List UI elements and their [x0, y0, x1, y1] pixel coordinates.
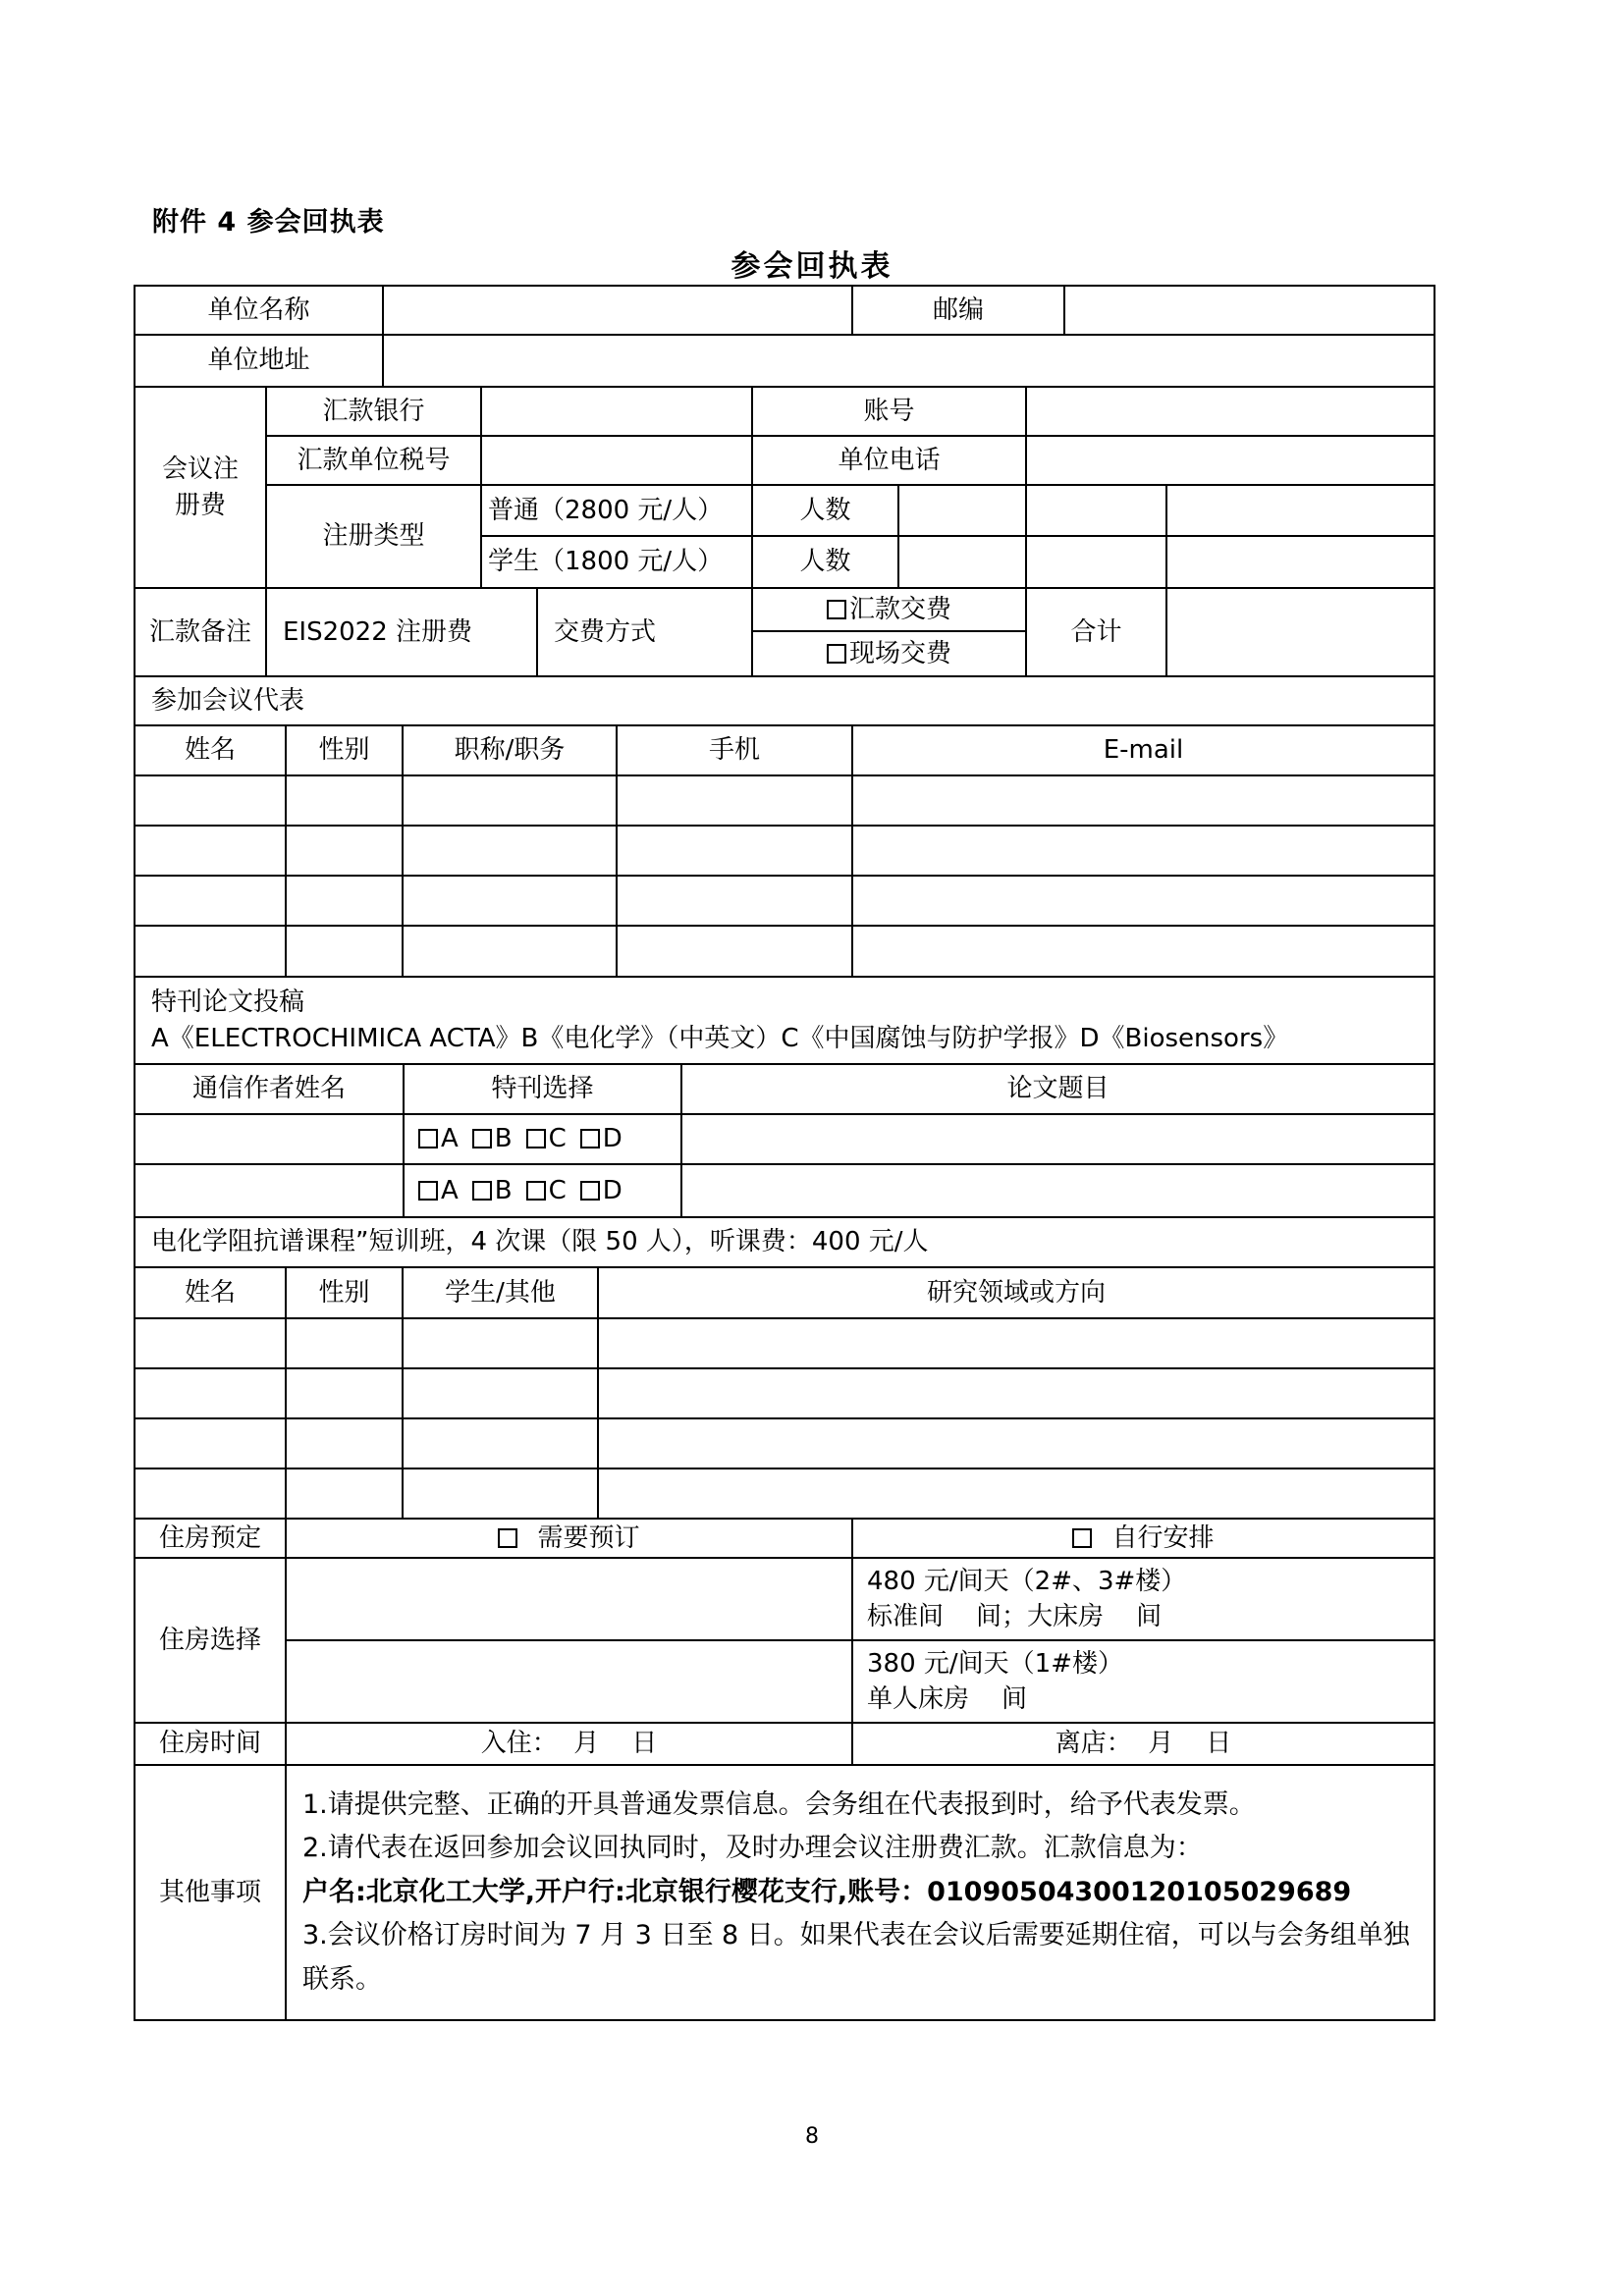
student-count-field[interactable] [897, 535, 1027, 589]
option-a[interactable]: A [418, 1173, 459, 1208]
housing-price2: 380 元/间天（1#楼） [867, 1648, 1123, 1679]
delegates-col-mobile: 手机 [616, 724, 853, 776]
option-d[interactable]: D [580, 1173, 623, 1208]
course-name-field[interactable] [134, 1417, 287, 1469]
checkbox-icon[interactable] [827, 644, 846, 664]
special-col-author: 通信作者姓名 [134, 1063, 405, 1115]
option-b[interactable]: B [472, 1121, 513, 1156]
author-name-field[interactable] [134, 1113, 405, 1165]
total-label: 合计 [1025, 587, 1167, 677]
checkbox-icon[interactable] [418, 1129, 438, 1148]
delegate-title-field[interactable] [402, 925, 618, 978]
option-c[interactable]: C [526, 1173, 567, 1208]
housing-option1-field[interactable] [285, 1557, 853, 1641]
delegate-name-field[interactable] [134, 875, 287, 927]
housing-option2-info [851, 1639, 1435, 1724]
regular-fee-label: 普通（2800 元/人） [480, 484, 753, 537]
special-issue-label: 特刊论文投稿 [151, 988, 305, 1018]
delegate-title-field[interactable] [402, 774, 618, 827]
housing-price1: 480 元/间天（2#、3#楼） [867, 1566, 1187, 1596]
housing-price2-rooms: 单人床房 间 [867, 1684, 1028, 1714]
checkbox-icon[interactable] [1072, 1528, 1092, 1548]
course-status-field[interactable] [402, 1417, 599, 1469]
issue-choice-group [403, 1163, 682, 1218]
delegates-col-email: E-mail [851, 724, 1435, 776]
housing-option1-info [851, 1557, 1435, 1641]
delegate-title-field[interactable] [402, 825, 618, 877]
remit-bank-field[interactable] [480, 386, 753, 437]
checkbox-icon[interactable] [526, 1129, 546, 1148]
checkbox-icon[interactable] [472, 1181, 492, 1201]
course-status-field[interactable] [402, 1317, 599, 1369]
delegate-name-field[interactable] [134, 774, 287, 827]
other-notes-content [285, 1764, 1435, 2021]
note-line-1: 1.请提供完整、正确的开具普通发票信息。会务组在代表报到时，给予代表发票。 [302, 1789, 1256, 1820]
delegates-col-name: 姓名 [134, 724, 287, 776]
course-gender-field[interactable] [285, 1367, 404, 1419]
unit-phone-label: 单位电话 [751, 435, 1027, 486]
issue-choice-group [403, 1113, 682, 1165]
paper-title-field[interactable] [680, 1113, 1435, 1165]
checkbox-icon[interactable] [418, 1181, 438, 1201]
delegate-mobile-field[interactable] [616, 925, 853, 978]
paper-title-field[interactable] [680, 1163, 1435, 1218]
checkbox-icon[interactable] [580, 1181, 600, 1201]
course-research-field[interactable] [597, 1317, 1435, 1369]
course-gender-field[interactable] [285, 1417, 404, 1469]
student-count-label: 人数 [751, 535, 899, 589]
delegate-gender-field[interactable] [285, 774, 404, 827]
course-status-field[interactable] [402, 1468, 599, 1520]
note-bank-info: 户名:北京化工大学,开户行:北京银行樱花支行,账号：01090504300120105029689 [302, 1876, 1352, 1907]
unit-address-label: 单位地址 [134, 334, 384, 388]
page-number: 8 [805, 2124, 819, 2149]
delegate-email-field[interactable] [851, 925, 1435, 978]
regular-count-field[interactable] [897, 484, 1027, 537]
course-col-field: 研究领域或方向 [597, 1266, 1435, 1319]
annex-title: 附件 4 参会回执表 [152, 207, 385, 238]
course-section-label: 电化学阻抗谱课程”短训班，4 次课（限 50 人），听课费：400 元/人 [134, 1216, 1435, 1268]
postcode-field[interactable] [1063, 285, 1435, 336]
course-name-field[interactable] [134, 1468, 287, 1520]
delegate-mobile-field[interactable] [616, 825, 853, 877]
checkin-date-field[interactable]: 入住： 月 日 [285, 1722, 853, 1766]
checkbox-icon[interactable] [472, 1129, 492, 1148]
unit-phone-field[interactable] [1025, 435, 1435, 486]
delegate-mobile-field[interactable] [616, 774, 853, 827]
form-title: 参会回执表 [731, 249, 893, 284]
special-col-choice: 特刊选择 [403, 1063, 682, 1115]
course-gender-field[interactable] [285, 1468, 404, 1520]
postcode-label: 邮编 [851, 285, 1065, 336]
housing-choice-label: 住房选择 [134, 1557, 287, 1724]
regular-count-label: 人数 [751, 484, 899, 537]
payment-method-label: 交费方式 [536, 587, 753, 677]
course-col-gender: 性别 [285, 1266, 404, 1319]
unit-name-field[interactable] [382, 285, 853, 336]
remit-bank-label: 汇款银行 [265, 386, 482, 437]
course-name-field[interactable] [134, 1317, 287, 1369]
option-d[interactable]: D [580, 1121, 623, 1156]
option-need-booking[interactable] [285, 1518, 853, 1559]
special-col-paper-title: 论文题目 [680, 1063, 1435, 1115]
course-name-field[interactable] [134, 1367, 287, 1419]
option-transfer[interactable] [751, 587, 1027, 632]
delegate-gender-field[interactable] [285, 925, 404, 978]
delegate-gender-field[interactable] [285, 875, 404, 927]
student-extra-field[interactable] [1025, 535, 1167, 589]
registration-type-label: 注册类型 [265, 484, 482, 589]
regular-extra-field[interactable] [1165, 484, 1435, 537]
unit-name-label: 单位名称 [134, 285, 384, 336]
unit-address-field[interactable] [382, 334, 1435, 388]
total-field[interactable] [1165, 587, 1435, 677]
delegate-email-field[interactable] [851, 774, 1435, 827]
delegate-gender-field[interactable] [285, 825, 404, 877]
housing-reserve-label: 住房预定 [134, 1518, 287, 1559]
course-research-field[interactable] [597, 1367, 1435, 1419]
self-arrange-text: 自行安排 [1111, 1522, 1215, 1553]
checkbox-icon[interactable] [498, 1528, 517, 1548]
remit-note-value: EIS2022 注册费 [265, 587, 538, 677]
housing-time-label: 住房时间 [134, 1722, 287, 1766]
regular-extra-field[interactable] [1025, 484, 1167, 537]
student-fee-label: 学生（1800 元/人） [480, 535, 753, 589]
student-extra-field[interactable] [1165, 535, 1435, 589]
other-notes-label: 其他事项 [134, 1764, 287, 2021]
note-line-2: 2.请代表在返回参加会议回执同时，及时办理会议注册费汇款。汇款信息为： [302, 1833, 1203, 1864]
housing-price1-rooms: 标准间 间；大床房 间 [867, 1602, 1163, 1631]
tax-id-label: 汇款单位税号 [265, 435, 482, 486]
need-booking-text: 需要预订 [537, 1522, 640, 1553]
delegate-email-field[interactable] [851, 825, 1435, 877]
option-self-arrange[interactable] [851, 1518, 1435, 1559]
special-issue-journals: A《ELECTROCHIMICA ACTA》B《电化学》（中英文）C《中国腐蚀与防护学报》D《Biosensors》 [151, 1023, 1289, 1053]
option-b[interactable]: B [472, 1173, 513, 1208]
checkout-date-field[interactable]: 离店： 月 日 [851, 1722, 1435, 1766]
checkbox-icon[interactable] [580, 1129, 600, 1148]
registration-fee-section-label: 会议注册费 [134, 386, 267, 589]
delegate-name-field[interactable] [134, 925, 287, 978]
tax-id-field[interactable] [480, 435, 753, 486]
note-line-3: 3.会议价格订房时间为 7 月 3 日至 8 日。如果代表在会议后需要延期住宿，可以与会务组单独联系。 [302, 1920, 1410, 1995]
delegate-name-field[interactable] [134, 825, 287, 877]
delegate-email-field[interactable] [851, 875, 1435, 927]
option-onsite-text: 现场交费 [848, 638, 951, 668]
option-c[interactable]: C [526, 1121, 567, 1156]
delegate-title-field[interactable] [402, 875, 618, 927]
course-status-field[interactable] [402, 1367, 599, 1419]
delegates-section-label: 参加会议代表 [134, 675, 1435, 726]
delegates-col-gender: 性别 [285, 724, 404, 776]
option-onsite[interactable] [751, 630, 1027, 677]
delegate-mobile-field[interactable] [616, 875, 853, 927]
course-research-field[interactable] [597, 1468, 1435, 1520]
course-research-field[interactable] [597, 1417, 1435, 1469]
checkbox-icon[interactable] [827, 600, 846, 619]
course-col-status: 学生/其他 [402, 1266, 599, 1319]
course-gender-field[interactable] [285, 1317, 404, 1369]
housing-option2-field[interactable] [285, 1639, 853, 1724]
course-col-name: 姓名 [134, 1266, 287, 1319]
special-issue-section [134, 976, 1435, 1065]
option-transfer-text: 汇款交费 [848, 594, 951, 624]
account-field[interactable] [1025, 386, 1435, 437]
option-a[interactable]: A [418, 1121, 459, 1156]
checkbox-icon[interactable] [526, 1181, 546, 1201]
author-name-field[interactable] [134, 1163, 405, 1218]
delegates-col-title: 职称/职务 [402, 724, 618, 776]
remit-note-label: 汇款备注 [134, 587, 267, 677]
account-label: 账号 [751, 386, 1027, 437]
